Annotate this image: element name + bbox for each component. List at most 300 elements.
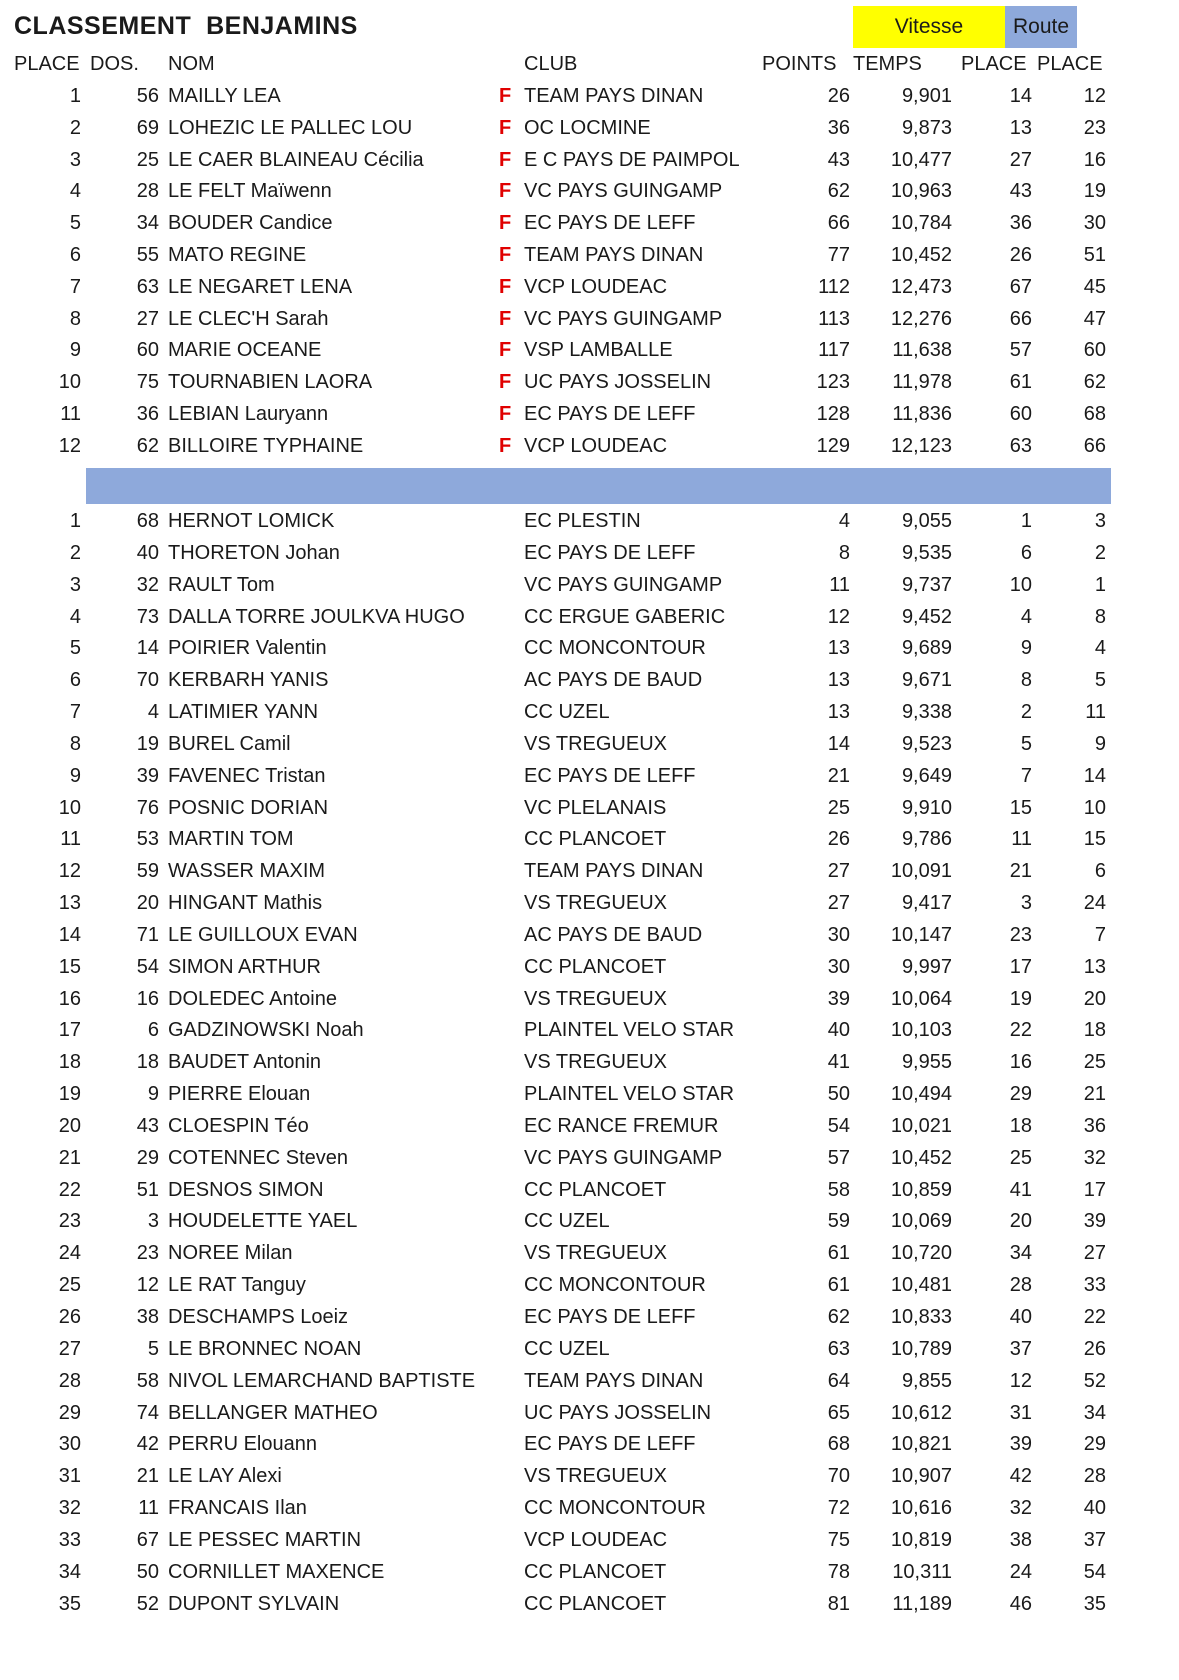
- nom-cell: BILLOIRE TYPHAINE: [168, 434, 364, 457]
- club-cell: E C PAYS DE PAIMPOL: [524, 148, 740, 171]
- place-route-cell: 16: [1083, 148, 1106, 171]
- dos-cell: 36: [136, 403, 159, 425]
- place-route-cell: 25: [1083, 1051, 1106, 1074]
- place-vitesse-cell: 31: [1009, 1401, 1032, 1424]
- points-cell: 58: [827, 1178, 850, 1201]
- dos-cell: 28: [136, 180, 159, 203]
- place-vitesse-cell: 29: [1009, 1083, 1032, 1106]
- points-cell: 65: [827, 1401, 850, 1424]
- club-cell: AC PAYS DE BAUD: [524, 669, 703, 692]
- table-row: [0, 303, 1179, 335]
- gender-marker: F: [499, 434, 512, 457]
- temps-cell: 10,612: [890, 1401, 952, 1424]
- place-cell: 15: [58, 955, 81, 978]
- temps-cell: 9,786: [901, 828, 952, 851]
- points-cell: 4: [838, 510, 850, 532]
- place-cell: 6: [69, 669, 81, 692]
- points-cell: 54: [827, 1114, 850, 1137]
- table-row: [0, 1460, 1179, 1492]
- table-row: [0, 1492, 1179, 1524]
- place-cell: 23: [58, 1210, 81, 1233]
- club-cell: EC PLESTIN: [524, 510, 641, 532]
- club-cell: TEAM PAYS DINAN: [524, 85, 704, 107]
- dos-cell: 59: [136, 860, 159, 883]
- temps-cell: 10,833: [890, 1306, 952, 1328]
- temps-cell: 9,055: [901, 510, 952, 532]
- place-cell: 1: [69, 85, 81, 107]
- temps-cell: 9,910: [901, 796, 952, 819]
- place-route-cell: 11: [1085, 701, 1106, 724]
- table-row: [0, 1110, 1179, 1142]
- place-cell: 20: [58, 1114, 81, 1137]
- temps-cell: 12,473: [890, 275, 952, 298]
- points-cell: 39: [827, 987, 850, 1010]
- club-cell: VCP LOUDEAC: [524, 434, 668, 457]
- place-vitesse-cell: 39: [1009, 1433, 1032, 1456]
- place-route-cell: 26: [1083, 1337, 1106, 1360]
- points-cell: 123: [816, 371, 850, 394]
- dos-cell: 69: [136, 116, 159, 139]
- header-temps: TEMPS: [853, 53, 922, 75]
- club-cell: VC PAYS GUINGAMP: [524, 573, 723, 596]
- place-route-cell: 40: [1083, 1497, 1106, 1520]
- gender-marker: F: [499, 371, 512, 394]
- table-row: [0, 1556, 1179, 1588]
- route-header-band: Route: [1005, 6, 1077, 48]
- dos-cell: 38: [136, 1306, 159, 1328]
- place-vitesse-cell: 66: [1009, 307, 1032, 330]
- table-row: [0, 760, 1179, 792]
- nom-cell: CLOESPIN Téo: [168, 1114, 309, 1137]
- club-cell: VS TREGUEUX: [524, 1051, 667, 1074]
- nom-cell: LE GUILLOUX EVAN: [168, 923, 358, 946]
- table-row: [0, 1588, 1179, 1620]
- nom-cell: PERRU Elouann: [168, 1433, 317, 1456]
- points-cell: 59: [827, 1210, 850, 1233]
- table-row: [0, 951, 1179, 983]
- place-cell: 30: [58, 1433, 81, 1456]
- place-route-cell: 6: [1094, 860, 1106, 883]
- dos-cell: 27: [136, 307, 159, 330]
- place-vitesse-cell: 26: [1009, 244, 1032, 266]
- page-title: CLASSEMENT BENJAMINS: [14, 12, 358, 40]
- place-route-cell: 13: [1083, 955, 1106, 978]
- dos-cell: 51: [136, 1178, 159, 1201]
- table-row: [0, 1046, 1179, 1078]
- place-route-cell: 35: [1083, 1592, 1106, 1615]
- place-vitesse-cell: 46: [1009, 1592, 1032, 1615]
- place-route-cell: 18: [1083, 1019, 1106, 1042]
- club-cell: PLAINTEL VELO STAR: [524, 1083, 735, 1106]
- temps-cell: 12,276: [890, 307, 952, 330]
- nom-cell: MAILLY LEA: [168, 85, 281, 107]
- place-vitesse-cell: 6: [1020, 541, 1032, 564]
- gender-marker: F: [499, 403, 512, 425]
- place-route-cell: 14: [1083, 764, 1106, 787]
- dos-cell: 56: [136, 85, 159, 107]
- place-route-cell: 19: [1083, 180, 1106, 203]
- nom-cell: DESNOS SIMON: [168, 1178, 324, 1201]
- place-vitesse-cell: 18: [1009, 1114, 1032, 1137]
- table-row: [0, 430, 1179, 462]
- temps-cell: 10,819: [890, 1528, 952, 1551]
- dos-cell: 40: [136, 541, 159, 564]
- table-row: [0, 175, 1179, 207]
- nom-cell: KERBARH YANIS: [168, 669, 329, 692]
- points-cell: 43: [827, 148, 850, 171]
- dos-cell: 73: [136, 605, 159, 628]
- dos-cell: 43: [136, 1114, 159, 1137]
- place-route-cell: 15: [1083, 828, 1106, 851]
- place-vitesse-cell: 41: [1009, 1178, 1032, 1201]
- temps-cell: 9,452: [901, 605, 952, 628]
- gender-marker: F: [499, 275, 512, 298]
- place-route-cell: 7: [1094, 923, 1106, 946]
- table-row: [0, 112, 1179, 144]
- place-route-cell: 17: [1083, 1178, 1106, 1201]
- place-cell: 9: [69, 764, 81, 787]
- gender-marker: F: [499, 85, 512, 107]
- club-cell: TEAM PAYS DINAN: [524, 860, 704, 883]
- points-cell: 64: [827, 1369, 850, 1392]
- club-cell: TEAM PAYS DINAN: [524, 244, 704, 266]
- dos-cell: 55: [136, 244, 159, 266]
- dos-cell: 50: [136, 1560, 159, 1583]
- table-row: [0, 823, 1179, 855]
- header-club: CLUB: [524, 53, 578, 75]
- club-cell: CC PLANCOET: [524, 1178, 667, 1201]
- place-route-cell: 24: [1083, 892, 1106, 915]
- place-cell: 3: [69, 148, 81, 171]
- temps-cell: 10,103: [890, 1019, 952, 1042]
- table-row: [0, 239, 1179, 271]
- dos-cell: 62: [136, 434, 159, 457]
- nom-cell: LE FELT Maïwenn: [168, 180, 332, 203]
- club-cell: CC PLANCOET: [524, 1560, 667, 1583]
- place-cell: 16: [58, 987, 81, 1010]
- table-row: [0, 919, 1179, 951]
- nom-cell: HINGANT Mathis: [168, 892, 323, 915]
- place-vitesse-cell: 7: [1020, 764, 1032, 787]
- dos-cell: 23: [136, 1242, 159, 1265]
- temps-cell: 9,901: [901, 85, 952, 107]
- points-cell: 72: [827, 1497, 850, 1520]
- table-row: [0, 1237, 1179, 1269]
- dos-cell: 70: [136, 669, 159, 692]
- place-cell: 12: [58, 434, 81, 457]
- dos-cell: 9: [147, 1083, 159, 1106]
- dos-cell: 16: [136, 987, 159, 1010]
- points-cell: 63: [827, 1337, 850, 1360]
- points-cell: 11: [829, 573, 850, 596]
- nom-cell: LE PESSEC MARTIN: [168, 1528, 362, 1551]
- table-row: [0, 1142, 1179, 1174]
- gender-marker: F: [499, 307, 512, 330]
- place-route-cell: 39: [1083, 1210, 1106, 1233]
- club-cell: VS TREGUEUX: [524, 1242, 667, 1265]
- gender-marker: F: [499, 116, 512, 139]
- place-vitesse-cell: 17: [1009, 955, 1032, 978]
- place-cell: 9: [69, 339, 81, 362]
- nom-cell: LE CLEC'H Sarah: [168, 307, 329, 330]
- dos-cell: 25: [136, 148, 159, 171]
- temps-cell: 10,821: [890, 1433, 952, 1456]
- place-route-cell: 36: [1083, 1114, 1106, 1137]
- dos-cell: 39: [136, 764, 159, 787]
- place-vitesse-cell: 27: [1009, 148, 1032, 171]
- place-vitesse-cell: 22: [1009, 1019, 1032, 1042]
- place-vitesse-cell: 43: [1009, 180, 1032, 203]
- header-place-route: PLACE: [1037, 53, 1103, 75]
- club-cell: TEAM PAYS DINAN: [524, 1369, 704, 1392]
- place-vitesse-cell: 28: [1009, 1274, 1032, 1297]
- table-row: [0, 144, 1179, 176]
- gender-marker: F: [499, 212, 512, 235]
- club-cell: VS TREGUEUX: [524, 987, 667, 1010]
- points-cell: 14: [827, 732, 850, 755]
- points-cell: 66: [827, 212, 850, 235]
- nom-cell: LE BRONNEC NOAN: [168, 1337, 362, 1360]
- dos-cell: 71: [136, 923, 159, 946]
- temps-cell: 10,616: [890, 1497, 952, 1520]
- club-cell: VSP LAMBALLE: [524, 339, 673, 362]
- temps-cell: 9,671: [901, 669, 952, 692]
- points-cell: 61: [827, 1242, 850, 1265]
- header-place-vitesse: PLACE: [961, 53, 1027, 75]
- nom-cell: LE NEGARET LENA: [168, 275, 353, 298]
- points-cell: 30: [827, 955, 850, 978]
- place-vitesse-cell: 12: [1009, 1369, 1032, 1392]
- place-cell: 25: [58, 1274, 81, 1297]
- temps-cell: 10,452: [890, 244, 952, 266]
- place-cell: 7: [69, 275, 81, 298]
- nom-cell: CORNILLET MAXENCE: [168, 1560, 385, 1583]
- place-route-cell: 20: [1083, 987, 1106, 1010]
- place-route-cell: 28: [1083, 1465, 1106, 1488]
- temps-cell: 10,064: [890, 987, 952, 1010]
- club-cell: PLAINTEL VELO STAR: [524, 1019, 735, 1042]
- table-row: [0, 1524, 1179, 1556]
- temps-cell: 10,963: [890, 180, 952, 203]
- place-route-cell: 47: [1083, 307, 1106, 330]
- temps-cell: 10,069: [890, 1210, 952, 1233]
- place-vitesse-cell: 63: [1009, 434, 1032, 457]
- place-cell: 14: [58, 923, 81, 946]
- points-cell: 13: [827, 701, 850, 724]
- table-row: [0, 80, 1179, 112]
- points-cell: 41: [827, 1051, 850, 1074]
- temps-cell: 9,689: [901, 637, 952, 660]
- dos-cell: 5: [147, 1337, 159, 1360]
- club-cell: EC PAYS DE LEFF: [524, 403, 696, 425]
- dos-cell: 68: [136, 510, 159, 532]
- place-vitesse-cell: 8: [1020, 669, 1032, 692]
- temps-cell: 9,338: [901, 701, 952, 724]
- header-dos: DOS.: [90, 53, 139, 75]
- nom-cell: HOUDELETTE YAEL: [168, 1210, 358, 1233]
- points-cell: 57: [827, 1146, 850, 1169]
- points-cell: 40: [827, 1019, 850, 1042]
- place-cell: 29: [58, 1401, 81, 1424]
- nom-cell: THORETON Johan: [168, 541, 340, 564]
- place-vitesse-cell: 14: [1009, 85, 1032, 107]
- table-row: [0, 334, 1179, 366]
- place-cell: 26: [58, 1306, 81, 1328]
- club-cell: VC PAYS GUINGAMP: [524, 307, 723, 330]
- temps-cell: 10,494: [890, 1083, 952, 1106]
- place-route-cell: 60: [1083, 339, 1106, 362]
- place-vitesse-cell: 36: [1009, 212, 1032, 235]
- place-cell: 31: [58, 1465, 81, 1488]
- nom-cell: FRANCAIS Ilan: [168, 1497, 307, 1520]
- column-header-row: [0, 50, 1179, 78]
- nom-cell: LE LAY Alexi: [168, 1465, 282, 1488]
- dos-cell: 4: [147, 701, 159, 724]
- vitesse-header-band: Vitesse: [853, 6, 1005, 48]
- points-cell: 30: [827, 923, 850, 946]
- table-row: [0, 1365, 1179, 1397]
- table-row: [0, 1014, 1179, 1046]
- club-cell: EC PAYS DE LEFF: [524, 212, 696, 235]
- points-cell: 26: [827, 85, 850, 107]
- points-cell: 25: [827, 796, 850, 819]
- nom-cell: LOHEZIC LE PALLEC LOU: [168, 116, 413, 139]
- place-cell: 24: [58, 1242, 81, 1265]
- dos-cell: 21: [136, 1465, 159, 1488]
- club-cell: EC PAYS DE LEFF: [524, 1306, 696, 1328]
- place-vitesse-cell: 4: [1020, 605, 1032, 628]
- table-row: [0, 696, 1179, 728]
- club-cell: CC MONCONTOUR: [524, 1274, 706, 1297]
- dos-cell: 11: [138, 1497, 159, 1520]
- temps-cell: 9,649: [901, 764, 952, 787]
- dos-cell: 74: [136, 1401, 159, 1424]
- place-route-cell: 62: [1083, 371, 1106, 394]
- place-route-cell: 51: [1083, 244, 1106, 266]
- table-row: [0, 537, 1179, 569]
- temps-cell: 9,737: [901, 573, 952, 596]
- club-cell: CC UZEL: [524, 1337, 610, 1360]
- place-vitesse-cell: 3: [1020, 892, 1032, 915]
- gender-marker: F: [499, 339, 512, 362]
- nom-cell: BUREL Camil: [168, 732, 291, 755]
- dos-cell: 18: [136, 1051, 159, 1074]
- nom-cell: SIMON ARTHUR: [168, 955, 321, 978]
- points-cell: 77: [827, 244, 850, 266]
- place-vitesse-cell: 57: [1009, 339, 1032, 362]
- table-row: [0, 1269, 1179, 1301]
- points-cell: 27: [827, 860, 850, 883]
- place-route-cell: 22: [1083, 1306, 1106, 1328]
- place-cell: 4: [69, 605, 81, 628]
- place-route-cell: 37: [1083, 1528, 1106, 1551]
- nom-cell: POIRIER Valentin: [168, 637, 327, 660]
- dos-cell: 20: [136, 892, 159, 915]
- temps-cell: 10,907: [890, 1465, 952, 1488]
- club-cell: CC PLANCOET: [524, 955, 667, 978]
- nom-cell: BAUDET Antonin: [168, 1051, 322, 1074]
- points-cell: 78: [827, 1560, 850, 1583]
- temps-cell: 11,978: [892, 371, 952, 394]
- nom-cell: BELLANGER MATHEO: [168, 1401, 378, 1424]
- dos-cell: 12: [136, 1274, 159, 1297]
- table-row: [0, 1301, 1179, 1333]
- temps-cell: 10,311: [892, 1560, 952, 1583]
- place-route-cell: 8: [1094, 605, 1106, 628]
- dos-cell: 75: [136, 371, 159, 394]
- dos-cell: 42: [136, 1433, 159, 1456]
- gender-marker: F: [499, 180, 512, 203]
- place-vitesse-cell: 21: [1009, 860, 1032, 883]
- place-cell: 18: [58, 1051, 81, 1074]
- header-nom: NOM: [168, 53, 215, 75]
- points-cell: 13: [827, 637, 850, 660]
- table-row: [0, 1428, 1179, 1460]
- place-vitesse-cell: 5: [1020, 732, 1032, 755]
- place-route-cell: 45: [1083, 275, 1106, 298]
- club-cell: UC PAYS JOSSELIN: [524, 371, 712, 394]
- points-cell: 13: [827, 669, 850, 692]
- dos-cell: 54: [136, 955, 159, 978]
- temps-cell: 10,784: [890, 212, 952, 235]
- place-cell: 3: [69, 573, 81, 596]
- dos-cell: 52: [136, 1592, 159, 1615]
- temps-cell: 10,091: [890, 860, 952, 883]
- gender-marker: F: [499, 148, 512, 171]
- place-vitesse-cell: 19: [1009, 987, 1032, 1010]
- place-cell: 4: [69, 180, 81, 203]
- dos-cell: 32: [136, 573, 159, 596]
- place-route-cell: 34: [1083, 1401, 1106, 1424]
- table-row: [0, 1205, 1179, 1237]
- header-points: POINTS: [762, 53, 837, 75]
- club-cell: VS TREGUEUX: [524, 1465, 667, 1488]
- table-row: [0, 601, 1179, 633]
- place-cell: 33: [58, 1528, 81, 1551]
- place-vitesse-cell: 42: [1009, 1465, 1032, 1488]
- place-cell: 13: [58, 892, 81, 915]
- temps-cell: 9,955: [901, 1051, 952, 1074]
- place-route-cell: 1: [1094, 573, 1106, 596]
- nom-cell: WASSER MAXIM: [168, 860, 326, 883]
- points-cell: 21: [827, 764, 850, 787]
- points-cell: 62: [827, 1306, 850, 1328]
- points-cell: 70: [827, 1465, 850, 1488]
- place-route-cell: 5: [1094, 669, 1106, 692]
- dos-cell: 29: [136, 1146, 159, 1169]
- nom-cell: PIERRE Elouan: [168, 1083, 311, 1106]
- place-cell: 19: [58, 1083, 81, 1106]
- place-route-cell: 12: [1083, 85, 1106, 107]
- place-vitesse-cell: 2: [1020, 701, 1032, 724]
- table-row: [0, 1078, 1179, 1110]
- place-route-cell: 2: [1094, 541, 1106, 564]
- nom-cell: NIVOL LEMARCHAND BAPTISTE: [168, 1369, 476, 1392]
- points-cell: 50: [827, 1083, 850, 1106]
- place-vitesse-cell: 67: [1009, 275, 1032, 298]
- nom-cell: TOURNABIEN LAORA: [168, 371, 373, 394]
- place-route-cell: 10: [1083, 796, 1106, 819]
- points-cell: 8: [838, 541, 850, 564]
- nom-cell: DUPONT SYLVAIN: [168, 1592, 340, 1615]
- dos-cell: 63: [136, 275, 159, 298]
- place-route-cell: 68: [1083, 403, 1106, 425]
- dos-cell: 76: [136, 796, 159, 819]
- table-row: [0, 207, 1179, 239]
- temps-cell: 10,477: [890, 148, 952, 171]
- place-cell: 8: [69, 732, 81, 755]
- place-route-cell: 54: [1083, 1560, 1106, 1583]
